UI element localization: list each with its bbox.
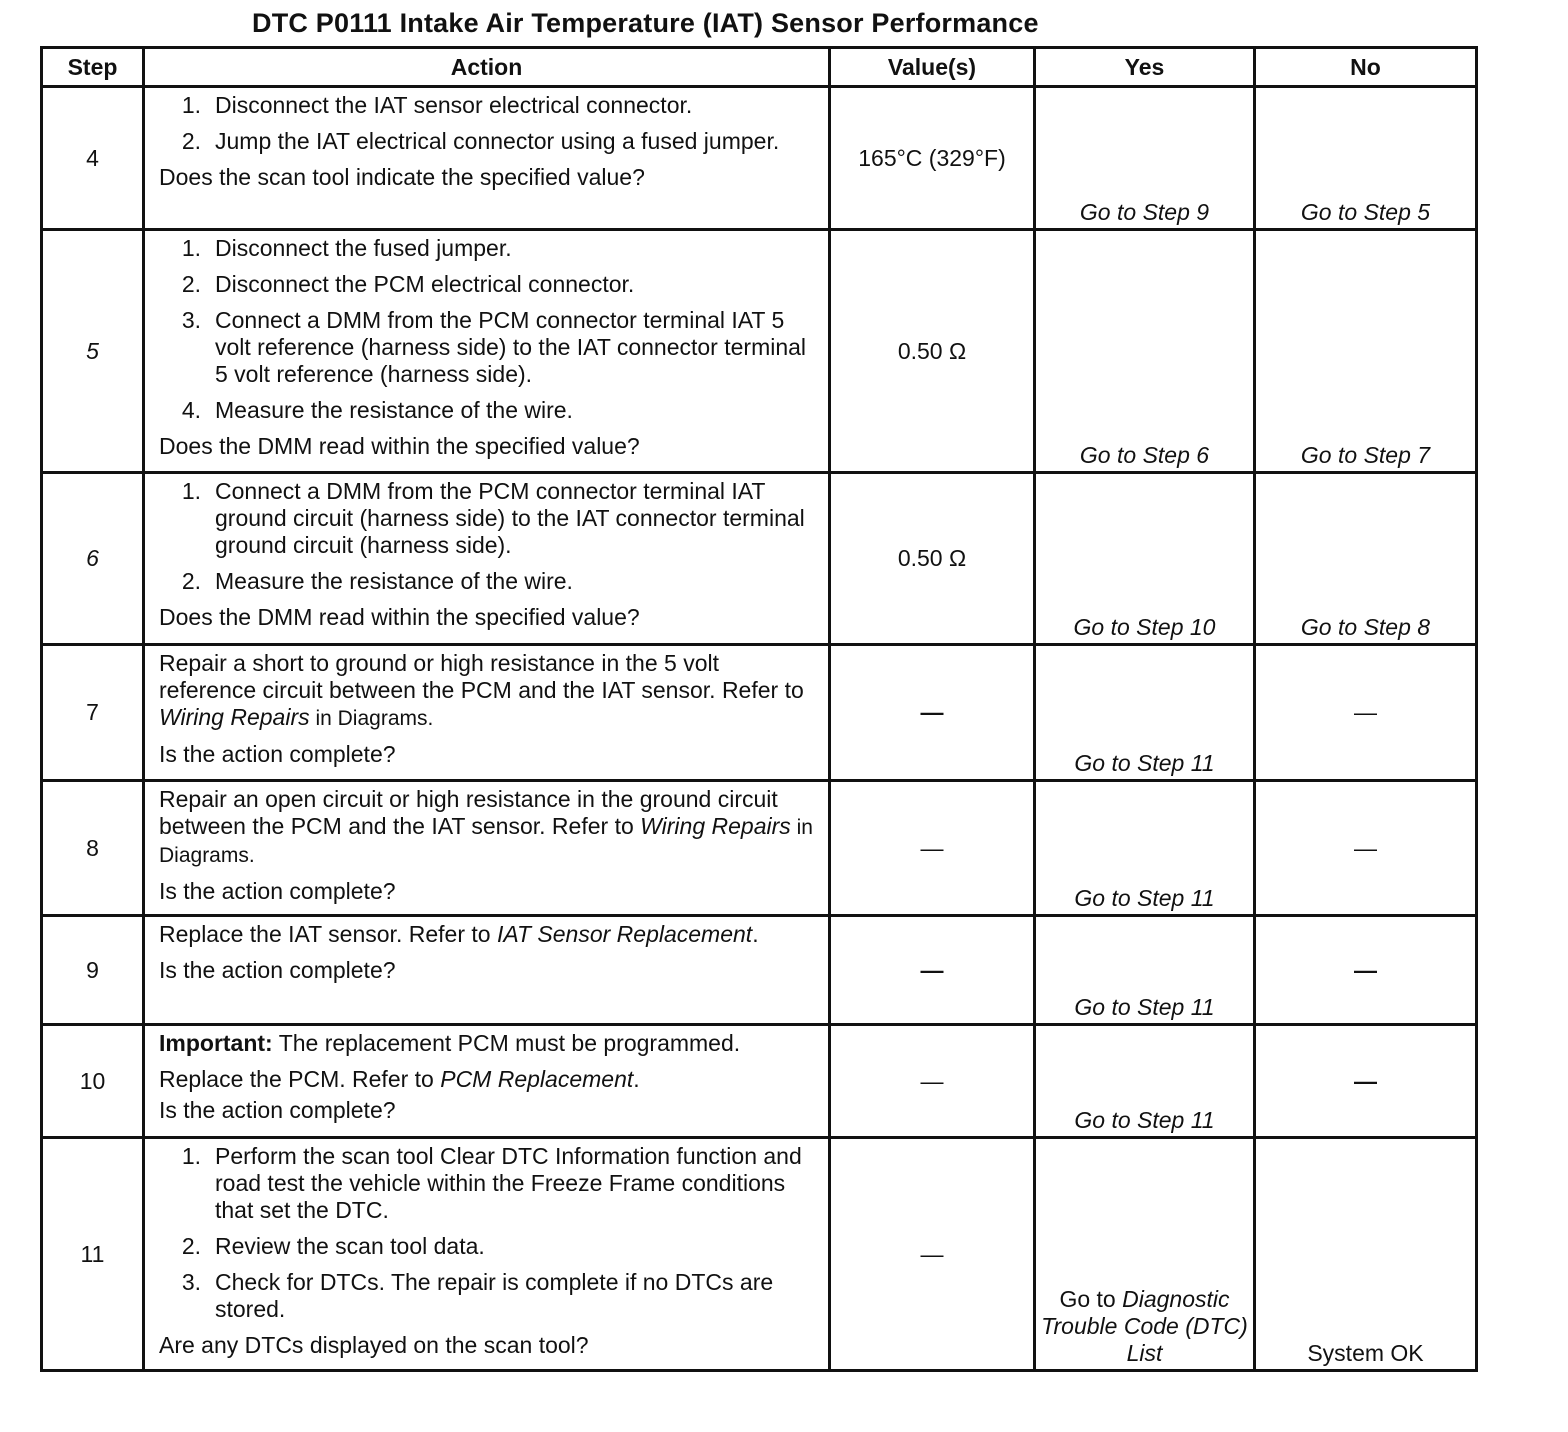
table-row	[42, 1138, 1477, 1371]
no-cell: System OK	[1255, 1138, 1477, 1371]
question: Does the DMM read within the specified value?	[159, 433, 640, 459]
action-text-tail: in Diagrams.	[309, 707, 434, 730]
yes-cell: Go to Step 11	[1035, 1025, 1255, 1138]
action-text-main: Repair an open circuit or high resistance in the ground circuit between the PCM and the IAT sensor. Refer to	[159, 786, 778, 839]
yes-cell: Go to Step 10	[1035, 473, 1255, 645]
step-number: 8	[42, 781, 144, 916]
substep-text: Review the scan tool data.	[215, 1233, 485, 1259]
value-cell: 0.50 Ω	[830, 473, 1035, 645]
table-row	[42, 645, 1477, 781]
question: Is the action complete?	[159, 878, 396, 904]
value-cell: 0.50 Ω	[830, 230, 1035, 473]
substep-text: Perform the scan tool Clear DTC Information function and road test the vehicle within the Freeze Frame conditions that set the DTC.	[215, 1143, 802, 1223]
substep-list	[159, 235, 820, 424]
value-cell: 165°C (329°F)	[830, 87, 1035, 230]
substep-number: 3.	[181, 1269, 201, 1295]
value-cell: —	[830, 916, 1035, 1025]
reference-link-text: Wiring Repairs	[159, 704, 310, 730]
reference-link-text: Wiring Repairs	[640, 813, 791, 839]
action-cell	[144, 1138, 830, 1371]
no-cell: —	[1255, 916, 1477, 1025]
substep-number: 2.	[181, 128, 201, 154]
question: Is the action complete?	[159, 957, 396, 983]
step-number: 9	[42, 916, 144, 1025]
reference-link-text: IAT Sensor Replacement	[496, 921, 753, 947]
important-note	[159, 1030, 820, 1057]
diagnostic-table	[40, 46, 1478, 1372]
table-row	[42, 916, 1477, 1025]
no-cell: —	[1255, 781, 1477, 916]
substep-number: 1.	[181, 478, 201, 504]
reference-link-text: PCM Replacement	[440, 1066, 634, 1092]
question: Are any DTCs displayed on the scan tool?	[159, 1332, 589, 1358]
table-row	[42, 87, 1477, 230]
substep	[159, 235, 820, 262]
substep-text: Measure the resistance of the wire.	[215, 397, 573, 423]
substep-text: Measure the resistance of the wire.	[215, 568, 573, 594]
yes-cell	[1035, 1138, 1255, 1371]
table-row	[42, 1025, 1477, 1138]
substep-text: Disconnect the IAT sensor electrical connector.	[215, 92, 693, 118]
value-cell: —	[830, 1025, 1035, 1138]
step-number: 6	[42, 473, 144, 645]
substep-text: Disconnect the fused jumper.	[215, 235, 512, 261]
yes-cell: Go to Step 11	[1035, 916, 1255, 1025]
action-cell	[144, 230, 830, 473]
substep-number: 2.	[181, 1233, 201, 1259]
table-row	[42, 230, 1477, 473]
substep-text: Disconnect the PCM electrical connector.	[215, 271, 635, 297]
action-text-main: Replace the PCM. Refer to	[159, 1066, 441, 1092]
action-text-main: Replace the IAT sensor. Refer to	[159, 921, 497, 947]
step-number: 7	[42, 645, 144, 781]
table-row	[42, 781, 1477, 916]
important-label: Important:	[159, 1030, 273, 1056]
question: Is the action complete?	[159, 741, 396, 767]
action-text	[159, 921, 820, 948]
yes-cell: Go to Step 6	[1035, 230, 1255, 473]
no-cell: Go to Step 7	[1255, 230, 1477, 473]
substep	[159, 92, 820, 119]
value-cell: —	[830, 1138, 1035, 1371]
substep	[159, 307, 820, 388]
substep	[159, 1143, 820, 1224]
substep-text: Connect a DMM from the PCM connector terminal IAT ground circuit (harness side) to the IAT connector terminal ground circuit (harness side).	[215, 478, 805, 558]
substep-list	[159, 92, 820, 155]
substep	[159, 568, 820, 595]
substep-list	[159, 478, 820, 595]
substep-number: 1.	[181, 235, 201, 261]
action-cell	[144, 1025, 830, 1138]
question: Does the DMM read within the specified value?	[159, 604, 640, 630]
no-cell: Go to Step 8	[1255, 473, 1477, 645]
substep-list	[159, 1143, 820, 1323]
action-text-main: Repair a short to ground or high resistance in the 5 volt reference circuit between the PCM and the IAT sensor. Refer to	[159, 650, 804, 703]
header-action: Action	[144, 48, 830, 87]
step-number: 10	[42, 1025, 144, 1138]
yes-cell: Go to Step 9	[1035, 87, 1255, 230]
substep	[159, 397, 820, 424]
action-text	[159, 650, 820, 732]
question: Is the action complete?	[159, 1097, 396, 1123]
substep-text: Connect a DMM from the PCM connector terminal IAT 5 volt reference (harness side) to the IAT connector terminal 5 volt reference (harness side).	[215, 307, 807, 387]
header-no: No	[1255, 48, 1477, 87]
header-yes: Yes	[1035, 48, 1255, 87]
substep-text: Jump the IAT electrical connector using a fused jumper.	[215, 128, 780, 154]
dtc-list-reference: Diagnostic Trouble Code (DTC) List	[1041, 1286, 1248, 1366]
substep-number: 4.	[181, 397, 201, 423]
action-text	[159, 786, 820, 869]
yes-prefix: Go to	[1059, 1286, 1123, 1312]
question: Does the scan tool indicate the specified value?	[159, 164, 645, 190]
step-number: 11	[42, 1138, 144, 1371]
substep-number: 3.	[181, 307, 201, 333]
substep	[159, 478, 820, 559]
action-text-tail: .	[633, 1066, 640, 1092]
action-cell	[144, 645, 830, 781]
substep	[159, 1233, 820, 1260]
action-text-tail: .	[752, 921, 759, 947]
substep	[159, 271, 820, 298]
substep-number: 2.	[181, 568, 201, 594]
table-row	[42, 473, 1477, 645]
value-cell: —	[830, 645, 1035, 781]
action-cell	[144, 87, 830, 230]
substep-number: 2.	[181, 271, 201, 297]
substep	[159, 1269, 820, 1323]
no-cell: Go to Step 5	[1255, 87, 1477, 230]
action-cell	[144, 473, 830, 645]
substep-number: 1.	[181, 1143, 201, 1169]
substep-text: Check for DTCs. The repair is complete if no DTCs are stored.	[215, 1269, 774, 1322]
substep	[159, 128, 820, 155]
important-text: The replacement PCM must be programmed.	[272, 1030, 741, 1056]
value-cell: —	[830, 781, 1035, 916]
header-value: Value(s)	[830, 48, 1035, 87]
step-number: 5	[42, 230, 144, 473]
no-cell: —	[1255, 645, 1477, 781]
step-number: 4	[42, 87, 144, 230]
substep-number: 1.	[181, 92, 201, 118]
no-cell: —	[1255, 1025, 1477, 1138]
yes-cell: Go to Step 11	[1035, 781, 1255, 916]
header-row	[42, 48, 1477, 87]
action-cell	[144, 781, 830, 916]
action-cell	[144, 916, 830, 1025]
yes-cell: Go to Step 11	[1035, 645, 1255, 781]
header-step: Step	[42, 48, 144, 87]
page-title: DTC P0111 Intake Air Temperature (IAT) Sensor Performance	[252, 8, 1039, 38]
action-text	[159, 1066, 820, 1093]
action-text-tail: in Diagrams.	[159, 816, 813, 867]
